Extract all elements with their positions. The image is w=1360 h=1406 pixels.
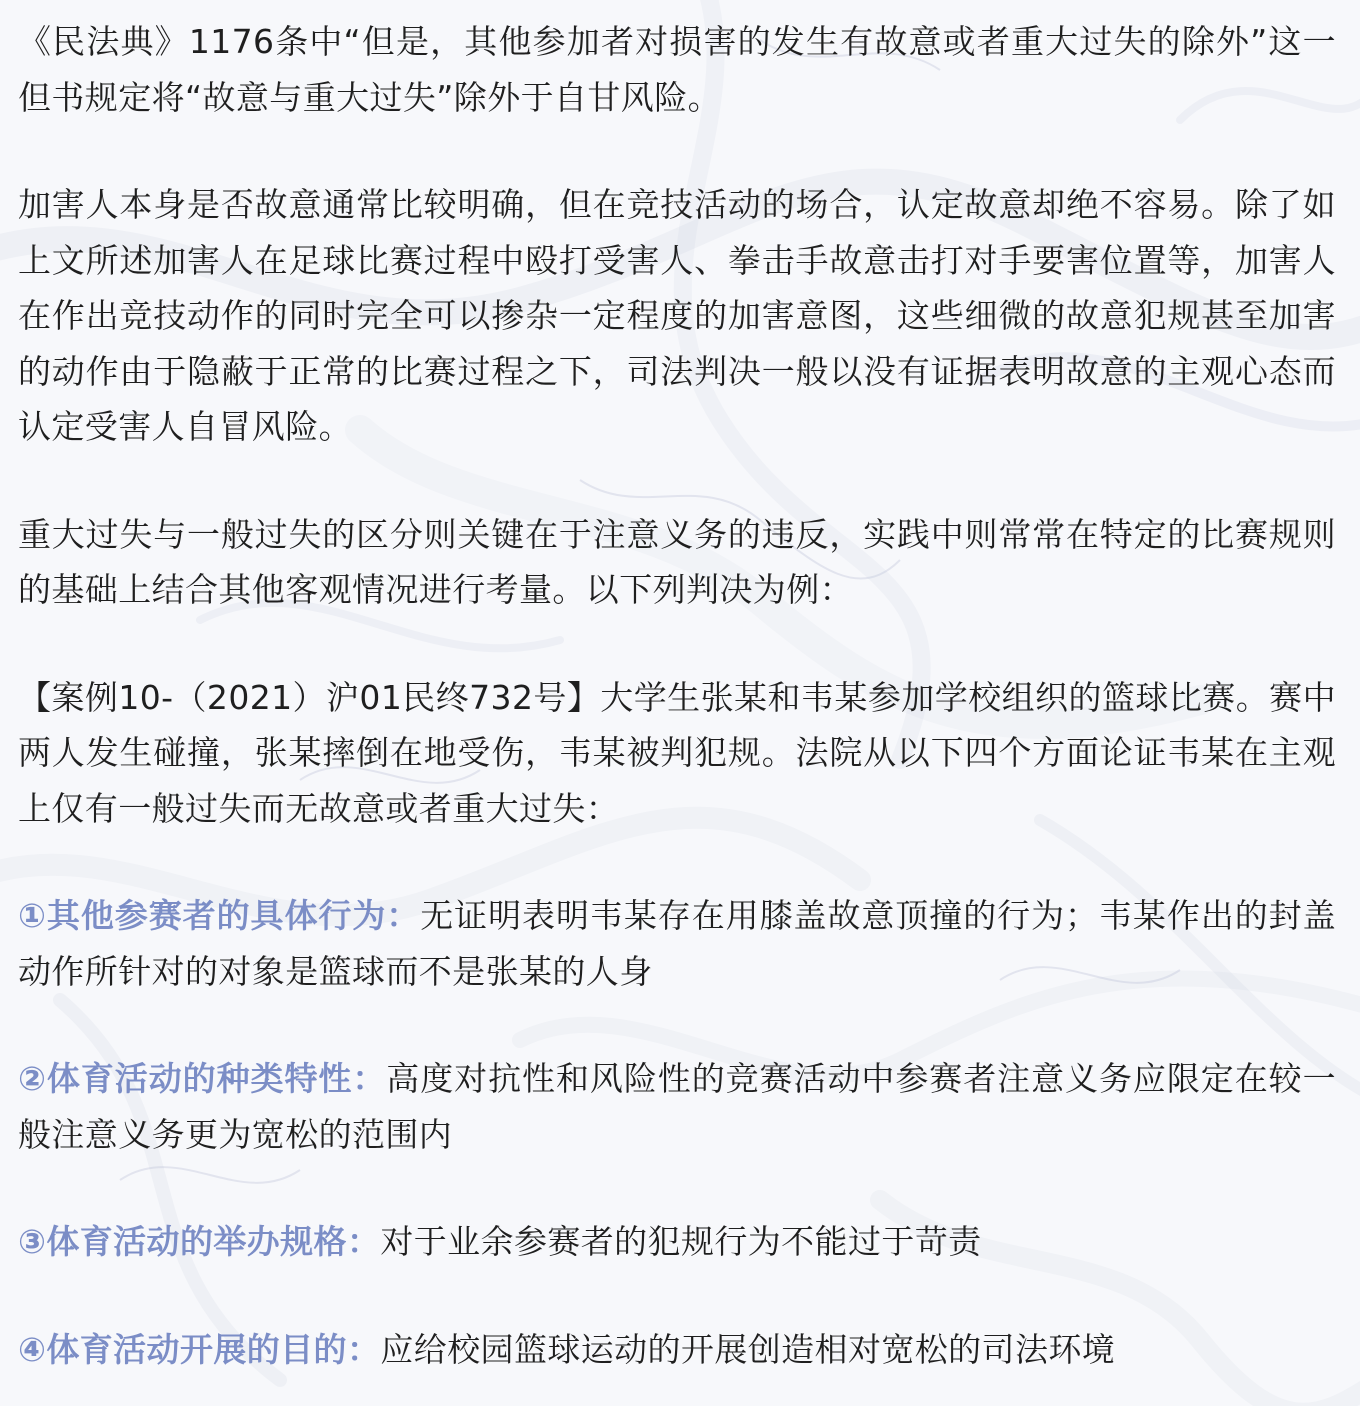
paragraph-spacer (18, 1270, 1336, 1322)
point-1-text: 无证明表明韦某存在用膝盖故意顶撞的行为；韦某作出的封盖动作所针对的对象是篮球而不是张某的人身 (18, 896, 1336, 991)
point-1-heading: ①其他参赛者的具体行为： (18, 896, 421, 935)
point-3-text: 对于业余参赛者的犯规行为不能过于苛责 (380, 1222, 982, 1261)
paragraph-spacer (18, 999, 1336, 1051)
paragraph-gross-negligence: 重大过失与一般过失的区分则关键在于注意义务的违反，实践中则常常在特定的比赛规则的基础上结合其他客观情况进行考量。以下列判决为例： (18, 514, 1336, 609)
point-4-heading: ④体育活动开展的目的： (18, 1329, 381, 1369)
article-body (18, 14, 1336, 1377)
point-1 (18, 888, 1336, 999)
point-3-heading: ③体育活动的举办规格： (18, 1222, 381, 1261)
point-2 (18, 1051, 1336, 1162)
paragraph-spacer (18, 618, 1336, 670)
point-2-heading: ②体育活动的种类特性： (18, 1059, 387, 1098)
paragraph-spacer (18, 836, 1336, 888)
point-2-text: 高度对抗性和风险性的竞赛活动中参赛者注意义务应限定在较一般注意义务更为宽松的范围内 (18, 1059, 1336, 1154)
point-4 (18, 1322, 1336, 1378)
paragraph-civil-code: 《民法典》1176条中“但是，其他参加者对损害的发生有故意或者重大过失的除外”这一但书规定将“故意与重大过失”除外于自甘风险。 (18, 22, 1336, 117)
point-4-text: 应给校园篮球运动的开展创造相对宽松的司法环境 (380, 1329, 1116, 1369)
paragraph-spacer (18, 1162, 1336, 1214)
paragraph-spacer (18, 455, 1336, 507)
paragraph-intent: 加害人本身是否故意通常比较明确，但在竞技活动的场合，认定故意却绝不容易。除了如上文所述加害人在足球比赛过程中殴打受害人、拳击手故意击打对手要害位置等，加害人在作出竞技动作的同时完全可以掺杂一定程度的加害意图，这些细微的故意犯规甚至加害的动作由于隐蔽于正常的比赛过程之下，司法判决一般以没有证据表明故意的主观心态而认定受害人自冒风险。 (18, 185, 1336, 446)
paragraph-spacer (18, 125, 1336, 177)
paragraph-case-10: 【案例10-（2021）沪01民终732号】大学生张某和韦某参加学校组织的篮球比赛。赛中两人发生碰撞，张某摔倒在地受伤，韦某被判犯规。法院从以下四个方面论证韦某在主观上仅有一般过失而无故意或者重大过失： (18, 677, 1336, 828)
point-3 (18, 1214, 1336, 1270)
